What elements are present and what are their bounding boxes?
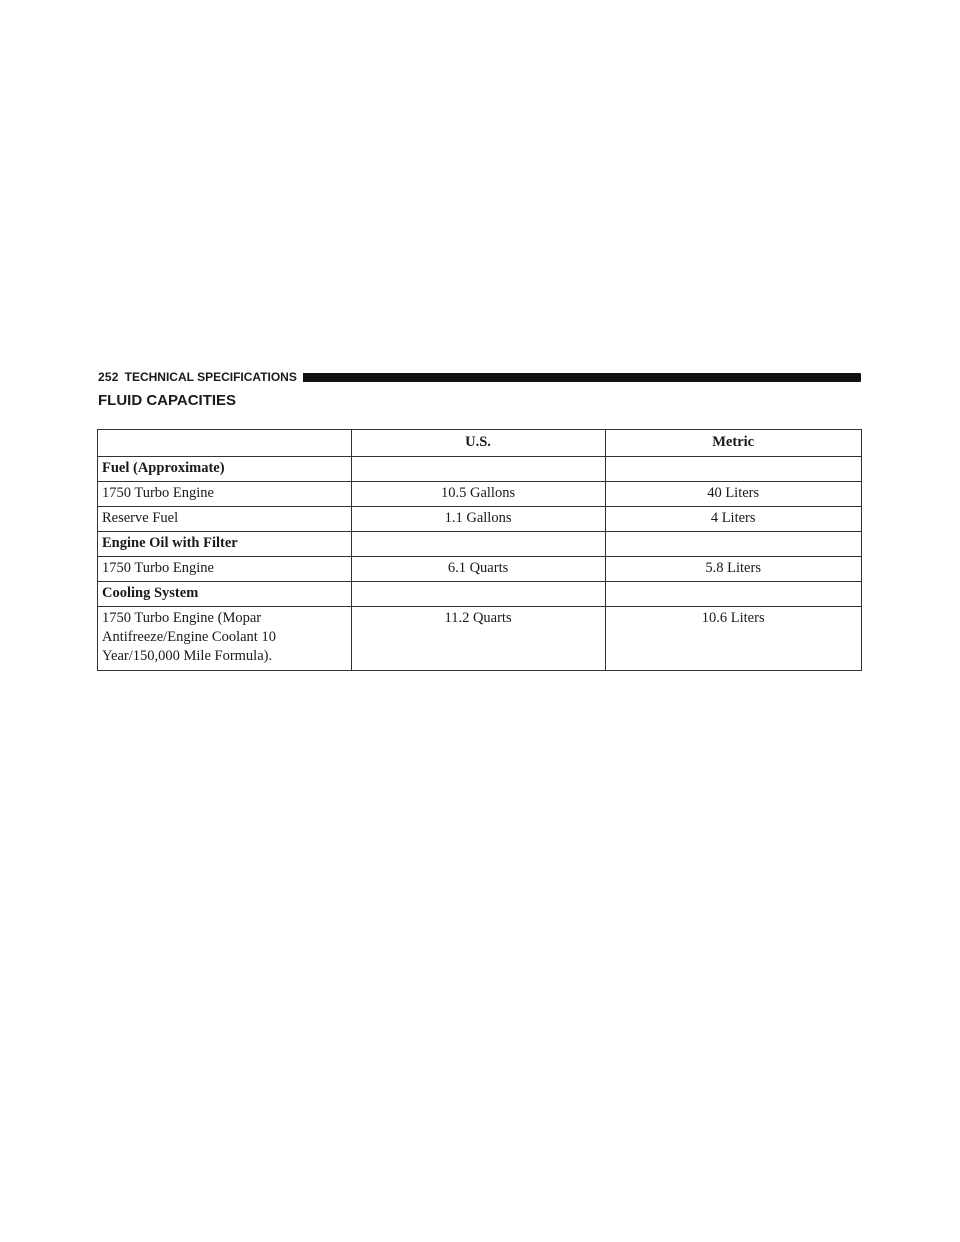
row-label: Reserve Fuel [98, 507, 352, 532]
row-label: Cooling System [98, 582, 352, 607]
metric-value: 40 Liters [606, 482, 862, 507]
metric-value [606, 532, 862, 557]
section-name: TECHNICAL SPECIFICATIONS [124, 370, 297, 384]
us-value: 6.1 Quarts [351, 557, 606, 582]
column-header-item [98, 430, 352, 457]
us-value: 10.5 Gallons [351, 482, 606, 507]
table-row [98, 482, 862, 507]
metric-value [606, 457, 862, 482]
table-row [98, 457, 862, 482]
page-title: FLUID CAPACITIES [98, 392, 237, 409]
table-row [98, 607, 862, 671]
us-value: 11.2 Quarts [351, 607, 606, 671]
table-row [98, 582, 862, 607]
row-label: 1750 Turbo Engine (Mopar Antifreeze/Engine Coolant 10 Year/150,000 Mile Formula). [98, 607, 352, 671]
column-header-us: U.S. [351, 430, 606, 457]
metric-value [606, 582, 862, 607]
fluid-capacities-table [97, 429, 862, 671]
table-header-row [98, 430, 862, 457]
us-value [351, 532, 606, 557]
column-header-metric: Metric [606, 430, 862, 457]
row-label: Engine Oil with Filter [98, 532, 352, 557]
table-row [98, 507, 862, 532]
metric-value: 10.6 Liters [606, 607, 862, 671]
row-label: 1750 Turbo Engine [98, 482, 352, 507]
table-row [98, 532, 862, 557]
header-rule [303, 373, 861, 382]
metric-value: 5.8 Liters [606, 557, 862, 582]
page-header [98, 369, 861, 385]
row-label: 1750 Turbo Engine [98, 557, 352, 582]
us-value [351, 457, 606, 482]
table-row [98, 557, 862, 582]
page-number: 252 [98, 370, 119, 384]
us-value: 1.1 Gallons [351, 507, 606, 532]
row-label: Fuel (Approximate) [98, 457, 352, 482]
metric-value: 4 Liters [606, 507, 862, 532]
us-value [351, 582, 606, 607]
